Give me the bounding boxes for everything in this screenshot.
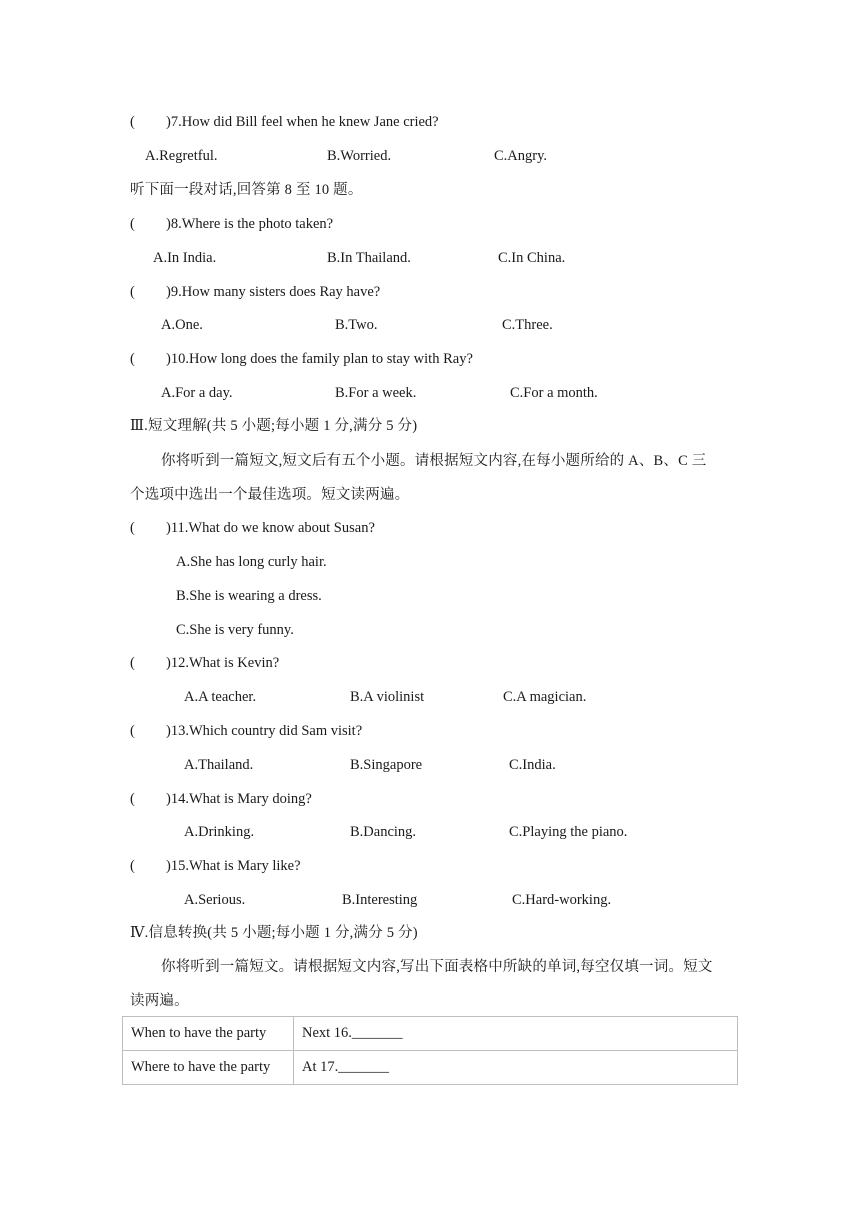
option-11b: B.She is wearing a dress. (176, 588, 322, 604)
section-4-title: Ⅳ.信息转换(共 5 小题;每小题 1 分,满分 5 分) (130, 925, 418, 941)
instruction-8-10: 听下面一段对话,回答第 8 至 10 题。 (130, 182, 363, 198)
answer-blank: ( (130, 114, 135, 130)
question-10: ( )10.How long does the family plan to stay with Ray? (130, 351, 473, 367)
table-row (123, 1051, 738, 1085)
section-4-instruction-line1: 你将听到一篇短文。请根据短文内容,写出下面表格中所缺的单词,每空仅填一词。短文 (161, 959, 713, 975)
option-7a: A.Regretful. (145, 148, 218, 164)
option-11a: A.She has long curly hair. (176, 554, 327, 570)
section-3-instruction-line2: 个选项中选出一个最佳选项。短文读两遍。 (130, 487, 410, 503)
question-15: ( )15.What is Mary like? (130, 858, 301, 874)
section-4-instruction-line2: 读两遍。 (130, 993, 189, 1009)
option-9b: B.Two. (335, 317, 378, 333)
option-15a: A.Serious. (184, 892, 246, 908)
option-9a: A.One. (161, 317, 203, 333)
option-8a: A.In India. (153, 250, 217, 266)
question-8: ( )8.Where is the photo taken? (130, 216, 334, 232)
option-8b: B.In Thailand. (327, 250, 411, 266)
option-12c: C.A magician. (503, 689, 587, 705)
option-10a: A.For a day. (161, 385, 233, 401)
option-11c: C.She is very funny. (176, 622, 294, 638)
info-table (122, 1016, 738, 1085)
table-cell-value: Next 16._______ (294, 1017, 738, 1051)
option-12a: A.A teacher. (184, 689, 257, 705)
option-14a: A.Drinking. (184, 824, 255, 840)
option-15c: C.Hard-working. (512, 892, 612, 908)
option-13a: A.Thailand. (184, 757, 254, 773)
table-cell-label: Where to have the party (123, 1051, 294, 1085)
question-14: ( )14.What is Mary doing? (130, 791, 312, 807)
option-13c: C.India. (509, 757, 556, 773)
question-12: ( )12.What is Kevin? (130, 655, 280, 671)
table-cell-label: When to have the party (123, 1017, 294, 1051)
section-3-instruction-line1: 你将听到一篇短文,短文后有五个小题。请根据短文内容,在每小题所给的 A、B、C 三 (161, 453, 707, 469)
option-9c: C.Three. (502, 317, 553, 333)
table-cell-value: At 17._______ (294, 1051, 738, 1085)
option-15b: B.Interesting (342, 892, 418, 908)
option-7c: C.Angry. (494, 148, 548, 164)
option-10c: C.For a month. (510, 385, 598, 401)
table-row (123, 1017, 738, 1051)
section-3-title: Ⅲ.短文理解(共 5 小题;每小题 1 分,满分 5 分) (130, 418, 418, 434)
option-13b: B.Singapore (350, 757, 423, 773)
question-7: ( )7.How did Bill feel when he knew Jane cried? (130, 114, 439, 130)
question-9: ( )9.How many sisters does Ray have? (130, 284, 381, 300)
option-12b: B.A violinist (350, 689, 425, 705)
option-10b: B.For a week. (335, 385, 417, 401)
option-14b: B.Dancing. (350, 824, 417, 840)
option-14c: C.Playing the piano. (509, 824, 628, 840)
option-7b: B.Worried. (327, 148, 392, 164)
option-8c: C.In China. (498, 250, 566, 266)
question-13: ( )13.Which country did Sam visit? (130, 723, 363, 739)
question-11: ( )11.What do we know about Susan? (130, 520, 375, 536)
